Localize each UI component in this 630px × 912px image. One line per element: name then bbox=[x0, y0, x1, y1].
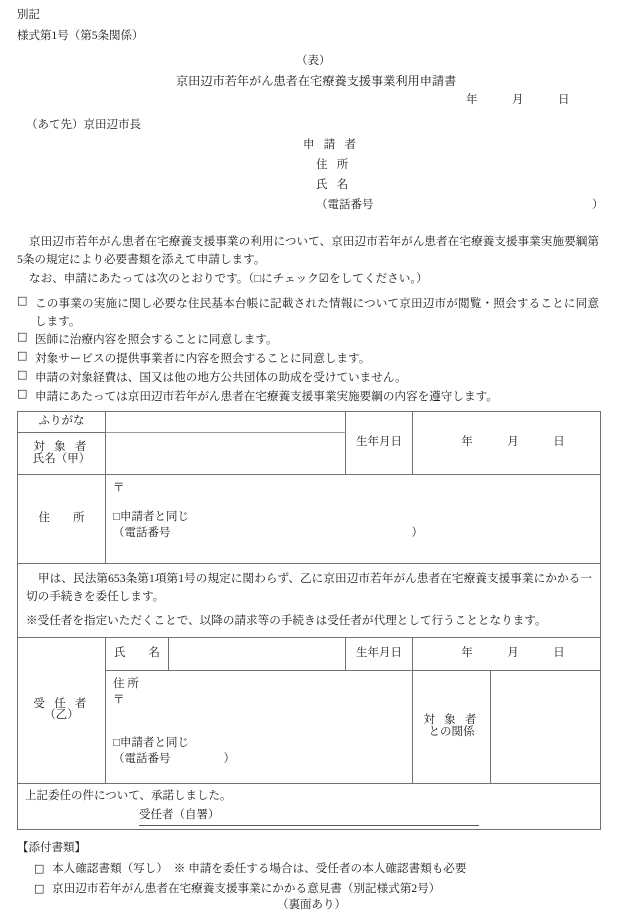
delegate-signature-label: 受任者（自署） bbox=[139, 807, 307, 826]
birth-date-input[interactable] bbox=[413, 412, 601, 475]
form-number: 様式第1号（第5条関係） bbox=[17, 30, 144, 42]
applicant-phone-label: （電話番号 bbox=[316, 199, 374, 211]
table-row-acknowledgement bbox=[18, 783, 601, 829]
consent-item[interactable] bbox=[17, 350, 599, 368]
consent-item-label: 申請にあたっては京田辺市若年がん患者在宅療養支援事業実施要綱の内容を遵守します。 bbox=[35, 390, 498, 404]
subject-name-label bbox=[18, 433, 106, 475]
birth-year-label: 年 bbox=[461, 436, 473, 449]
addressee: （あて先）京田辺市長 bbox=[26, 119, 141, 131]
relation-label-line1: 対 象 者 bbox=[423, 714, 480, 727]
consent-item[interactable] bbox=[17, 331, 599, 349]
bekki-label: 別記 bbox=[17, 9, 40, 21]
relation-input[interactable] bbox=[491, 670, 601, 783]
address-write-space[interactable] bbox=[113, 497, 593, 509]
header-date-year: 年 bbox=[466, 94, 478, 106]
attachment-item[interactable] bbox=[34, 863, 466, 876]
acknowledgement-cell bbox=[18, 783, 601, 829]
header-date-month: 月 bbox=[512, 94, 524, 106]
checkbox-icon[interactable]: □ bbox=[17, 294, 28, 307]
attachment-item-label: 京田辺市若年がん患者在宅療養支援事業にかかる意見書（別記様式第2号） bbox=[52, 882, 441, 895]
delegate-label bbox=[18, 637, 106, 783]
delegate-address-write-space[interactable] bbox=[113, 709, 405, 735]
subject-name-label-line1: 対 象 者 bbox=[33, 441, 90, 453]
consent-item[interactable] bbox=[17, 388, 599, 406]
consent-item-label: 医師に治療内容を照会することに同意します。 bbox=[35, 333, 278, 347]
delegate-postal-mark-icon: 〒 bbox=[113, 694, 125, 707]
checkbox-icon[interactable]: □ bbox=[34, 882, 45, 895]
table-row-delegate-address bbox=[18, 670, 601, 783]
postal-mark-icon: 〒 bbox=[113, 482, 125, 494]
subject-name-label-line2: 氏名（甲） bbox=[32, 452, 91, 465]
subject-address-input[interactable] bbox=[106, 475, 601, 564]
attachment-item[interactable] bbox=[34, 883, 440, 896]
checkbox-icon[interactable]: □ bbox=[17, 368, 28, 382]
delegate-label-line2: （乙） bbox=[44, 709, 79, 722]
delegate-name-input[interactable] bbox=[169, 637, 346, 670]
consent-item[interactable] bbox=[17, 369, 599, 387]
delegate-birth-input[interactable] bbox=[413, 637, 601, 670]
birth-month-label: 月 bbox=[507, 436, 519, 449]
birth-date-label: 生年月日 bbox=[346, 412, 413, 475]
attachment-item-label: 本人確認書類（写し） ※ 申請を委任する場合は、受任者の本人確認書類も必要 bbox=[52, 862, 467, 875]
application-table bbox=[17, 411, 601, 830]
intro-paragraph-1: 京田辺市若年がん患者在宅療養支援事業の利用について、京田辺市若年がん患者在宅療養支援事業実施要綱第5条の規定により必要書類を添えて申請します。 bbox=[17, 235, 599, 266]
attachments-heading: 【添付書類】 bbox=[17, 842, 86, 854]
delegate-phone-close: ） bbox=[223, 753, 235, 766]
consent-item-label: 申請の対象経費は、国又は他の地方公共団体の助成を受けていません。 bbox=[35, 371, 407, 385]
delegate-birth-year-label: 年 bbox=[461, 647, 473, 660]
applicant-phone-close: ） bbox=[592, 199, 604, 211]
table-row-delegate-name bbox=[18, 637, 601, 670]
checkbox-icon[interactable]: □ bbox=[34, 862, 45, 875]
furigana-label: ふりがな bbox=[18, 412, 106, 433]
delegate-birth-day-label: 日 bbox=[553, 647, 565, 660]
relation-label bbox=[413, 670, 491, 783]
furigana-input[interactable] bbox=[106, 412, 346, 433]
delegate-same-as-applicant-checkbox[interactable]: □申請者と同じ bbox=[113, 736, 189, 749]
applicant-address-label: 住 所 bbox=[316, 159, 352, 171]
checkbox-icon[interactable]: □ bbox=[17, 349, 28, 363]
same-as-applicant-checkbox[interactable]: □申請者と同じ bbox=[113, 510, 189, 523]
subject-phone-close: ） bbox=[411, 527, 423, 539]
intro-paragraph-2: なお、申請にあたっては次のとおりです。（□にチェック☑をしてください。） bbox=[29, 272, 428, 285]
side-label: （表） bbox=[296, 55, 331, 67]
delegate-signature-field[interactable] bbox=[307, 813, 479, 826]
delegate-label-line1: 受 任 者 bbox=[33, 697, 90, 710]
header-date-day: 日 bbox=[558, 94, 570, 106]
applicant-label: 申 請 者 bbox=[303, 139, 360, 151]
delegation-note: ※受任者を指定いただくことで、以降の請求等の手続きは受任者が代理として行うこととなります。 bbox=[26, 614, 547, 628]
consent-item-label: 対象サービスの提供事業者に内容を照会することに同意します。 bbox=[35, 352, 371, 366]
table-row-delegation-text bbox=[18, 564, 601, 638]
checkbox-icon[interactable]: □ bbox=[17, 330, 28, 344]
birth-day-label: 日 bbox=[553, 436, 565, 449]
subject-name-input[interactable] bbox=[106, 433, 346, 475]
delegate-birth-label: 生年月日 bbox=[346, 637, 413, 670]
delegate-address-label: 住 所 bbox=[113, 677, 139, 690]
subject-phone-label: （電話番号 bbox=[113, 527, 171, 539]
acknowledge-text: 上記委任の件について、承諾しました。 bbox=[25, 789, 232, 802]
delegate-address-input[interactable] bbox=[106, 670, 413, 783]
consent-item[interactable] bbox=[17, 295, 599, 330]
delegate-name-label: 氏 名 bbox=[106, 637, 169, 670]
delegation-paragraph: 甲は、民法第653条第1項第1号の規定に関わらず、乙に京田辺市若年がん患者在宅療養支援事業にかかる一切の手続きを委任します。 bbox=[26, 572, 592, 603]
table-row-subject-address bbox=[18, 475, 601, 564]
page-title: 京田辺市若年がん患者在宅療養支援事業利用申請書 bbox=[176, 74, 457, 88]
applicant-name-label: 氏 名 bbox=[316, 179, 352, 191]
footer-note: （裏面あり） bbox=[277, 899, 346, 911]
relation-label-line2: との関係 bbox=[428, 725, 475, 738]
table-row-furigana bbox=[18, 412, 601, 433]
subject-address-label: 住 所 bbox=[18, 475, 106, 564]
delegate-birth-month-label: 月 bbox=[507, 647, 519, 660]
delegate-phone-label: （電話番号 bbox=[113, 753, 171, 766]
checkbox-icon[interactable]: □ bbox=[17, 387, 28, 401]
delegation-text-cell bbox=[18, 564, 601, 638]
consent-item-label: この事業の実施に関し必要な住民基本台帳に記載された情報について京田辺市が閲覧・照会することに同意します。 bbox=[35, 297, 599, 328]
